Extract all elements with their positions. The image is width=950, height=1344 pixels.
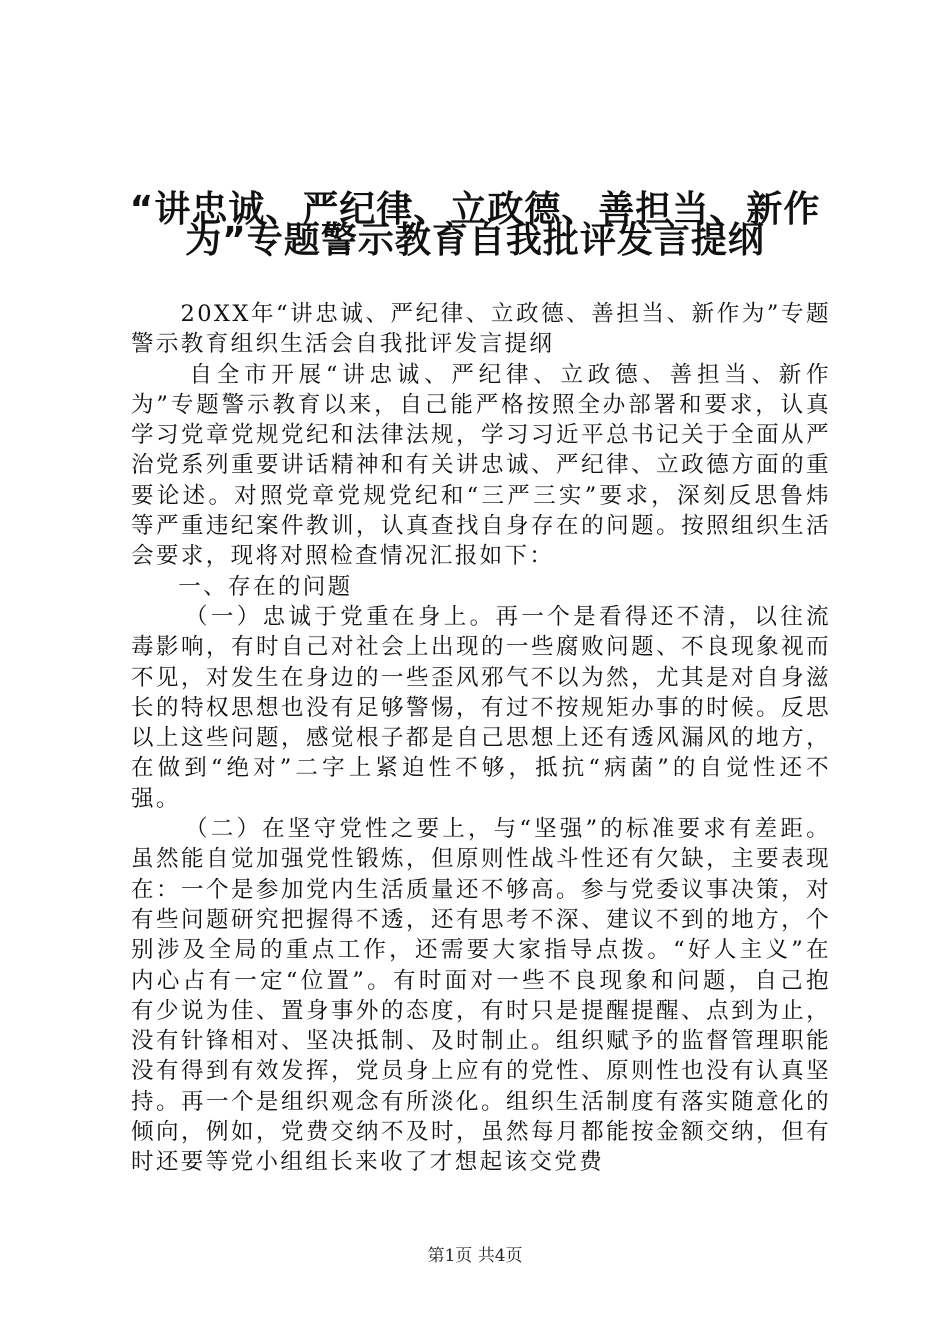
subtitle-paragraph: 20XX年“讲忠诚、严纪律、立政德、善担当、新作为”专题警示教育组织生活会自我批评发言提纲 [131,301,831,358]
intro-paragraph: 自全市开展“讲忠诚、严纪律、立政德、善担当、新作为”专题警示教育以来，自己能严格按照全办部署和要求，认真学习党章党规党纪和法律法规，学习习近平总书记关于全面从严治党系列重要讲话精神和有关讲忠诚、严纪律、立政德方面的重要论述。对照党章党规党纪和“三严三实”要求，深刻反思鲁炜等严重违纪案件教训，认真查找自身存在的问题。按照组织生活会要求，现将对照检查情况汇报如下： [131,361,831,570]
document-body [131,299,831,1178]
section-heading: 一、存在的问题 [178,573,353,600]
section-2-paragraph: （二）在坚守党性之要上，与“坚强”的标准要求有差距。虽然能自觉加强党性锻炼，但原则性战斗性还有欠缺，主要表现在：一个是参加党内生活质量还不够高。参与党委议事决策，对有些问题研究把握得不透，还有思考不深、建议不到的地方，个别涉及全局的重点工作，还需要大家指导点拨。“好人主义”在内心占有一定“位置”。有时面对一些不良现象和问题，自己抱有少说为佳、置身事外的态度，有时只是提醒提醒、点到为止，没有针锋相对、坚决抵制、及时制止。组织赋予的监督管理职能没有得到有效发挥，党员身上应有的党性、原则性也没有认真坚持。再一个是组织观念有所淡化。组织生活制度有落实随意化的倾向，例如，党费交纳不及时，虽然每月都能按金额交纳，但有时还要等党小组组长来收了才想起该交党费 [131,816,831,1176]
page-number-footer: 第1页 共4页 [427,1246,523,1266]
section-1-paragraph: （一）忠诚于党重在身上。再一个是看得还不清，以往流毒影响，有时自己对社会上出现的一些腐败问题、不良现象视而不见，对发生在身边的一些歪风邪气不以为然，尤其是对自身滋长的特权思想也没有足够警惕，有过不按规矩办事的时候。反思以上这些问题，感觉根子都是自己思想上还有透风漏风的地方，在做到“绝对”二字上紧迫性不够，抵抗“病菌”的自觉性还不强。 [131,603,831,812]
document-title-line-2: 为”专题警示教育自我批评发言提纲 [185,220,765,261]
document-title-line-1: “讲忠诚、严纪律、立政德、善担当、新作 [129,189,821,230]
